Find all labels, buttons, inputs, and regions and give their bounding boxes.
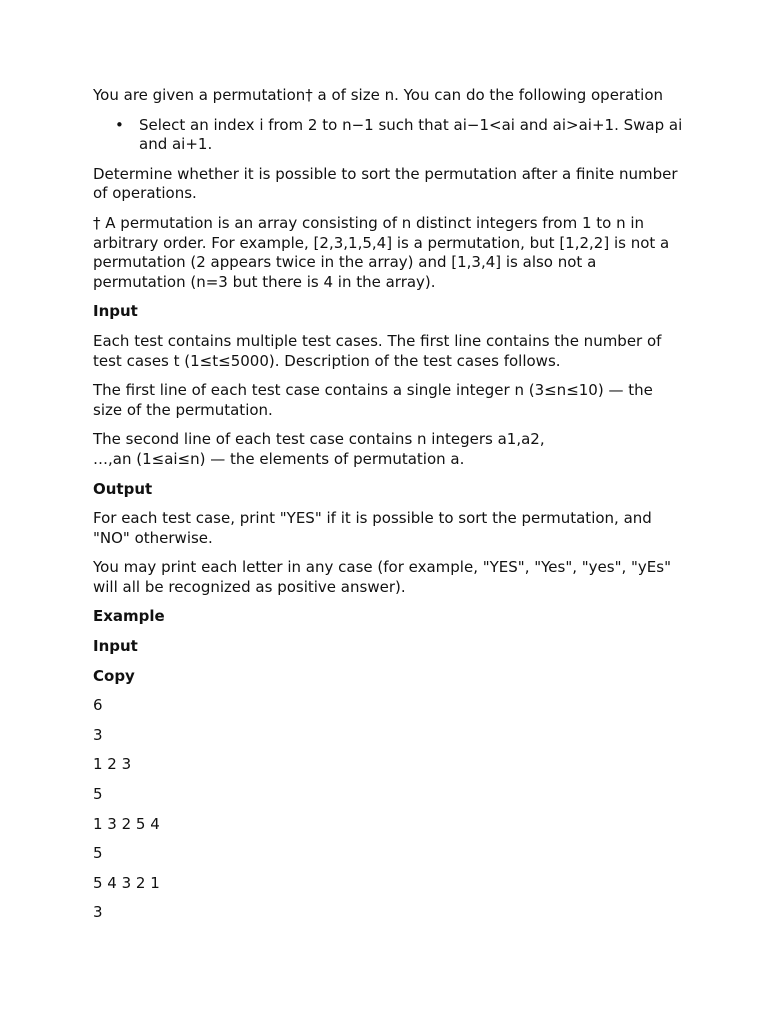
operation-item [93, 116, 683, 155]
example-input-line: 5 [93, 844, 103, 863]
operation-text: Select an index i from 2 to n−1 such that ai−1<ai and ai>ai+1. Swap ai and ai+1. [139, 115, 683, 154]
input-paragraph: Each test contains multiple test cases. The first line contains the number of test cases t (1≤t≤5000). Description of the test cases follows. [93, 331, 662, 370]
example-input-line: 1 2 3 [93, 755, 132, 774]
copy-button[interactable]: Copy [93, 666, 135, 685]
example-input-line: 3 [93, 725, 103, 744]
output-paragraph: For each test case, print "YES" if it is possible to sort the permutation, and "NO" otherwise. [93, 509, 652, 547]
bullet-icon: • [115, 115, 124, 134]
output-heading: Output [93, 479, 153, 498]
example-input-line: 6 [93, 696, 103, 715]
example-input-line: 1 3 2 5 4 [93, 814, 160, 833]
operation-list [93, 116, 683, 155]
question-paragraph: Determine whether it is possible to sort the permutation after a finite number of operations. [93, 164, 678, 203]
example-input-line: 5 [93, 785, 103, 804]
example-heading: Example [93, 607, 165, 626]
example-input-line: 3 [93, 903, 103, 922]
example-input-block [93, 696, 683, 923]
example-input-heading: Input [93, 637, 138, 656]
input-paragraph: The first line of each test case contains a single integer n (3≤n≤10) — the size of the permutation. [93, 381, 653, 419]
footnote-paragraph: † A permutation is an array consisting of n distinct integers from 1 to n in arbitrary order. For example, [2,3,1,5,4] is a permutation, but [1,2,2] is not a permutation (2 appears twice in the array) and [1,3,4] is also not a permutation (n=3 but there is 4 in the array). [93, 213, 670, 291]
input-paragraph: The second line of each test case contains n integers a1,a2, …,an (1≤ai≤n) — the elements of permutation a. [93, 430, 545, 468]
output-paragraph: You may print each letter in any case (for example, "YES", "Yes", "yes", "yEs" will all be recognized as positive answer). [93, 558, 671, 596]
input-heading: Input [93, 302, 138, 321]
intro-paragraph: You are given a permutation† a of size n. You can do the following operation [93, 86, 664, 104]
example-input-line: 5 4 3 2 1 [93, 873, 160, 892]
